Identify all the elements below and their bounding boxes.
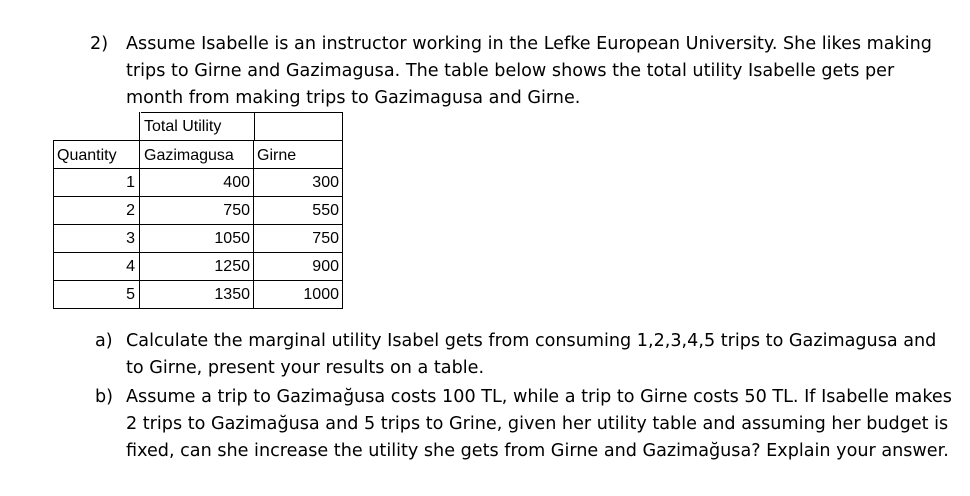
part-b-line-3: fixed, can she increase the utility she gets from Girne and Gazimağusa? Explain your answer. — [126, 441, 949, 461]
question-line-3: month from making trips to Gazimagusa and Girne. — [126, 88, 581, 108]
table-cell-girne: 1000 — [303, 286, 339, 303]
part-b-line-1: Assume a trip to Gazimağusa costs 100 TL, while a trip to Girne costs 50 TL. If Isabelle makes — [126, 387, 952, 407]
table-border — [53, 196, 343, 197]
table-cell-gazimagusa: 1250 — [214, 258, 250, 275]
question-line-2: trips to Girne and Gazimagusa. The table below shows the total utility Isabelle gets per — [126, 61, 895, 81]
table-cell-gazimagusa: 1350 — [214, 286, 250, 303]
table-cell-quantity: 5 — [126, 286, 135, 303]
table-border — [53, 140, 54, 308]
table-cell-quantity: 1 — [126, 174, 135, 191]
part-a-line-1: Calculate the marginal utility Isabel gets from consuming 1,2,3,4,5 trips to Gazimagusa and — [126, 331, 937, 351]
table-group-header: Total Utility — [144, 118, 222, 135]
table-cell-gazimagusa: 400 — [223, 174, 250, 191]
column-header-girne: Girne — [257, 147, 297, 164]
table-border — [53, 168, 343, 169]
table-border — [53, 140, 343, 141]
table-cell-girne: 300 — [312, 174, 339, 191]
table-border — [141, 112, 343, 113]
table-cell-quantity: 4 — [126, 258, 135, 275]
table-border — [53, 280, 343, 281]
part-b-label: b) — [95, 387, 114, 407]
table-cell-gazimagusa: 1050 — [214, 230, 250, 247]
table-cell-girne: 750 — [312, 230, 339, 247]
table-cell-gazimagusa: 750 — [223, 202, 250, 219]
table-cell-quantity: 2 — [126, 202, 135, 219]
table-border — [253, 140, 254, 308]
part-b-line-2: 2 trips to Gazimağusa and 5 trips to Grine, given her utility table and assuming her budget is — [126, 414, 949, 434]
table-cell-girne: 550 — [312, 202, 339, 219]
table-border — [53, 308, 343, 309]
part-a-label: a) — [95, 331, 113, 351]
table-cell-quantity: 3 — [126, 230, 135, 247]
table-border — [53, 224, 343, 225]
table-border — [342, 112, 343, 308]
question-number: 2) — [90, 34, 109, 54]
table-cell-girne: 900 — [312, 258, 339, 275]
column-header-gazimagusa: Gazimagusa — [144, 147, 234, 164]
table-border — [53, 252, 343, 253]
column-header-quantity: Quantity — [57, 147, 117, 164]
table-border — [254, 112, 255, 140]
question-line-1: Assume Isabelle is an instructor working in the Lefke European University. She likes making — [126, 34, 932, 54]
part-a-line-2: to Girne, present your results on a table. — [126, 358, 485, 378]
